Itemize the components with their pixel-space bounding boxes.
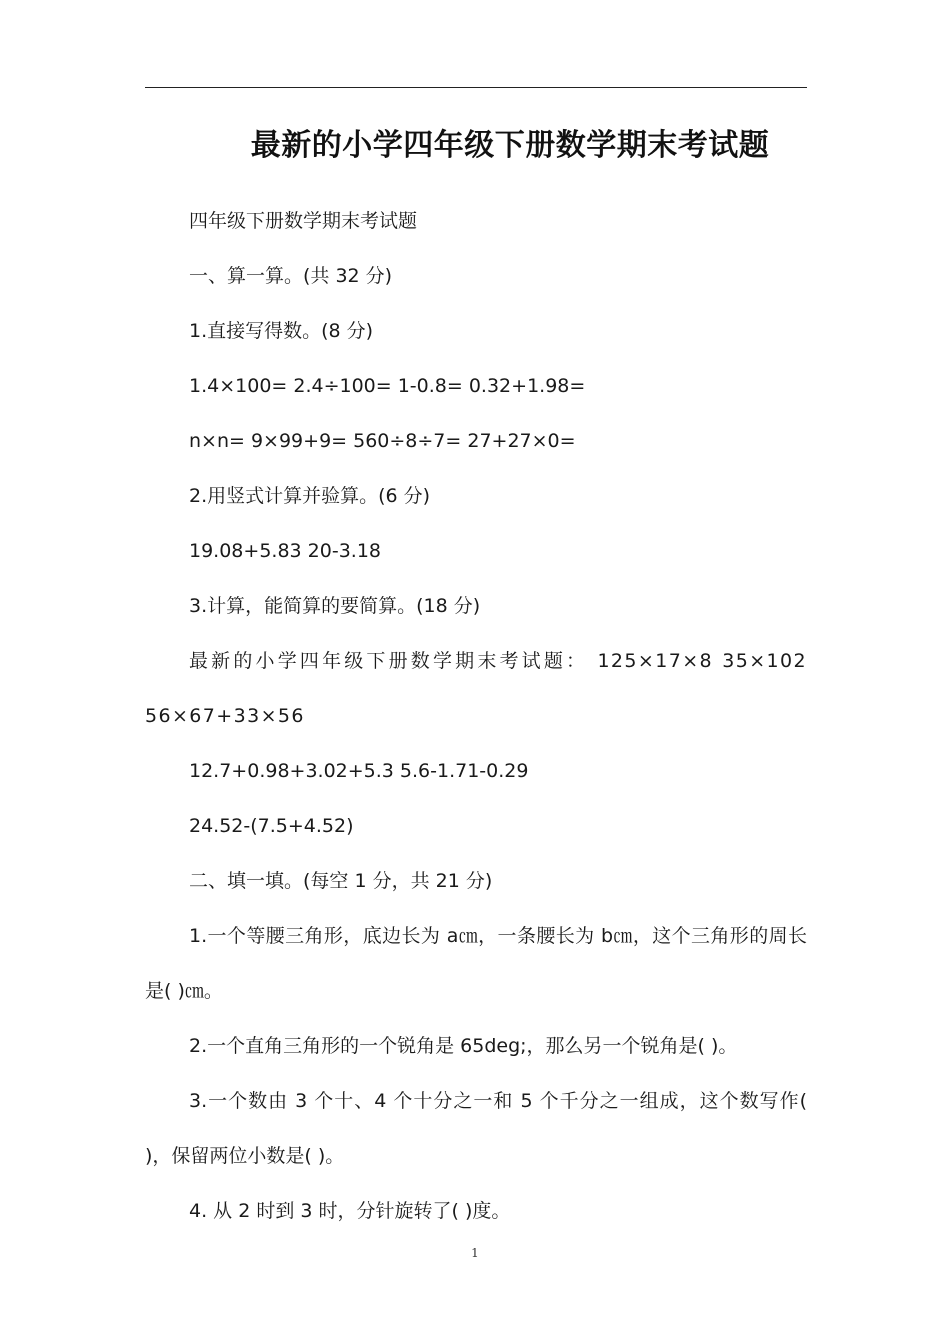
paragraph-arithmetic-row-1: 1.4×100= 2.4÷100= 1-0.8= 0.32+1.98= [189, 375, 586, 397]
paragraph-fill-3: 3.一个数由 3 个十、4 个十分之一和 5 个千分之一组成，这个数写作( )，保留两位小数是( )。 [145, 1090, 807, 1167]
paragraph-question-1-1: 1.直接写得数。(8 分) [189, 320, 374, 342]
paragraph-vertical-calc: 19.08+5.83 20-3.18 [189, 540, 381, 562]
paragraph-simplify-row-2: 12.7+0.98+3.02+5.3 5.6-1.71-0.29 [189, 760, 529, 782]
paragraph-section-2: 二、填一填。(每空 1 分，共 21 分) [189, 870, 493, 892]
paragraph-fill-1: 1.一个等腰三角形，底边长为 a㎝，一条腰长为 b㎝，这个三角形的周长是( )㎝。 [145, 925, 807, 1002]
paragraph-subtitle: 四年级下册数学期末考试题 [189, 210, 418, 232]
paragraph-simplify-row-1: 最新的小学四年级下册数学期末考试题： 125×17×8 35×102 56×67+33×56 [145, 650, 807, 727]
page-number: 1 [471, 1246, 479, 1260]
paragraph-arithmetic-row-2: n×n= 9×99+9= 560÷8÷7= 27+27×0= [189, 430, 576, 452]
paragraph-question-1-3: 3.计算，能简算的要简算。(18 分) [189, 595, 481, 617]
header-rule [145, 87, 807, 88]
paragraph-question-1-2: 2.用竖式计算并验算。(6 分) [189, 485, 431, 507]
document-title: 最新的小学四年级下册数学期末考试题 [250, 128, 770, 163]
paragraph-fill-2: 2.一个直角三角形的一个锐角是 65deg;，那么另一个锐角是( )。 [189, 1035, 738, 1057]
paragraph-fill-4: 4. 从 2 时到 3 时，分针旋转了( )度。 [189, 1200, 511, 1222]
paragraph-section-1: 一、算一算。(共 32 分) [189, 265, 393, 287]
document-body [145, 194, 807, 1239]
paragraph-simplify-row-3: 24.52-(7.5+4.52) [189, 815, 354, 837]
